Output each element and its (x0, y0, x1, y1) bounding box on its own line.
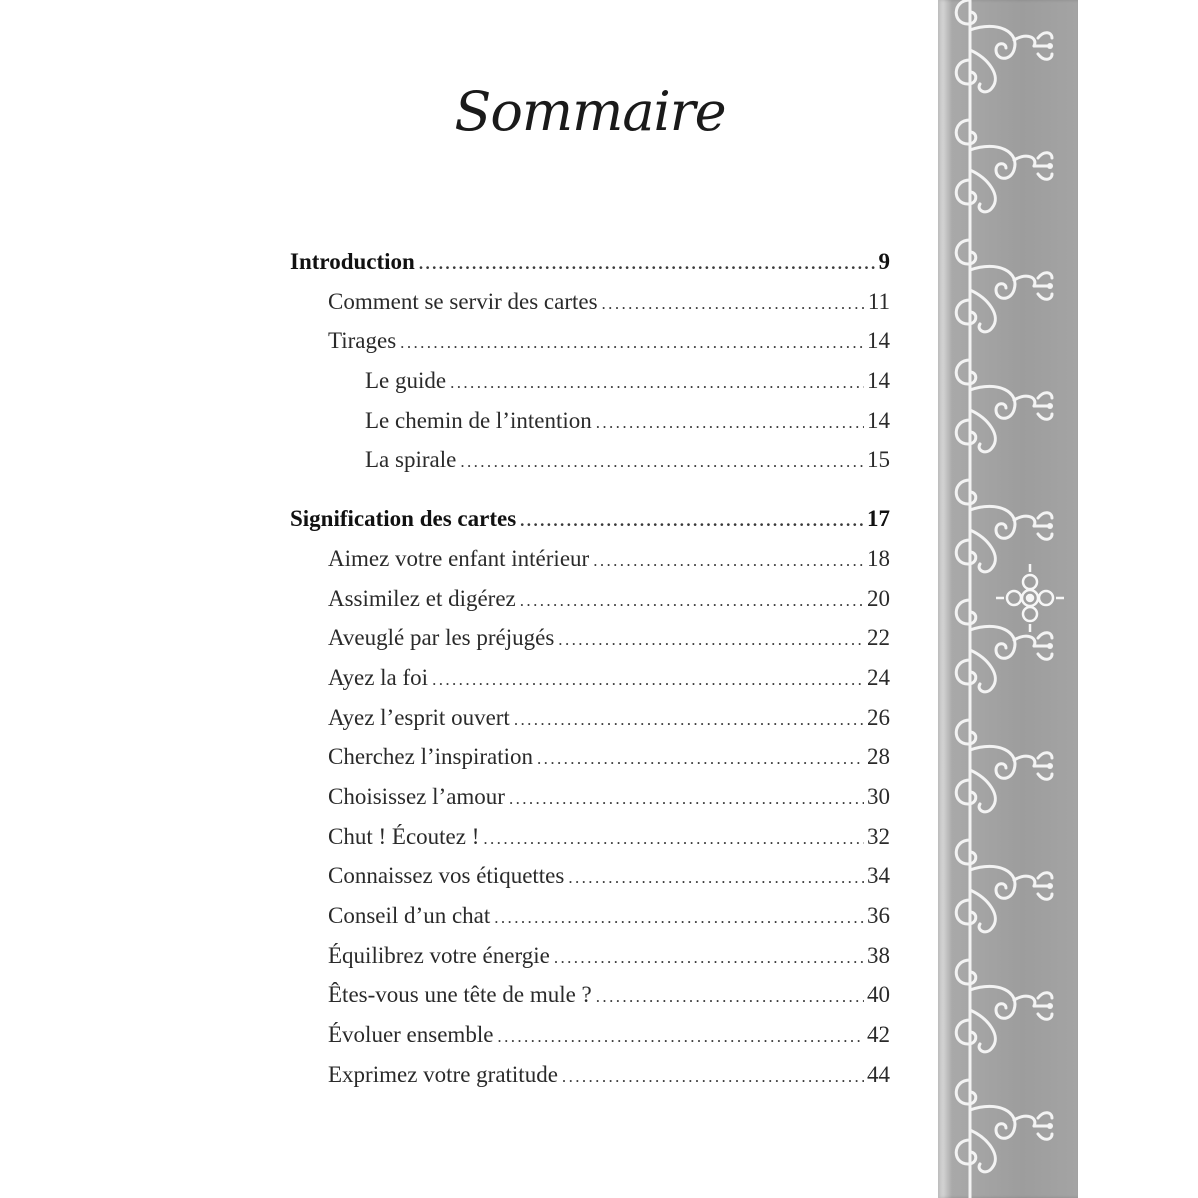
scroll-ornament-icon (956, 100, 1053, 220)
dot-leader (568, 858, 864, 898)
toc-entry[interactable] (290, 401, 890, 441)
ornamental-border (938, 0, 1078, 1198)
scroll-ornament-icon (956, 940, 1053, 1060)
rosette-ornament-icon (996, 564, 1064, 632)
toc-entry[interactable] (290, 856, 890, 896)
toc-entry-page: 40 (867, 982, 890, 1008)
toc-entry[interactable] (290, 539, 890, 579)
toc-section-introduction (290, 242, 890, 480)
scroll-ornament-icon (956, 460, 1053, 580)
toc-entry[interactable] (290, 361, 890, 401)
toc-entry-page: 14 (867, 328, 890, 354)
toc-entry-page: 14 (867, 368, 890, 394)
scroll-ornament-icon (956, 700, 1053, 820)
dot-leader (497, 1017, 864, 1057)
toc-entry-label: Cherchez l’inspiration (328, 744, 534, 770)
toc-entry[interactable] (290, 321, 890, 361)
toc-entry-page: 28 (867, 744, 890, 770)
dot-leader (596, 403, 864, 443)
dot-leader (432, 660, 864, 700)
scroll-ornament-icon (956, 1180, 1053, 1198)
dot-leader (537, 739, 864, 779)
toc-entry[interactable] (290, 698, 890, 738)
toc-entry[interactable] (290, 440, 890, 480)
toc-entry-label: Introduction (290, 249, 415, 274)
toc-entry-label: Tirages (328, 328, 397, 354)
toc-entry-label: Ayez l’esprit ouvert (328, 704, 510, 730)
toc-entry-label: Le guide (365, 368, 447, 394)
scroll-ornament-icon (956, 220, 1053, 340)
toc-entry-page: 14 (867, 407, 890, 433)
dot-leader (558, 620, 864, 660)
toc-entry-label: Le chemin de l’intention (365, 407, 592, 433)
toc-section-signification (290, 499, 890, 1094)
toc-entry[interactable] (290, 1055, 890, 1095)
toc-entry-page: 20 (867, 585, 890, 611)
toc-entry-page: 38 (867, 942, 890, 968)
dot-leader (514, 700, 864, 740)
toc-entry-label: Assimilez et digérez (328, 585, 516, 611)
toc-entry-label: Êtes-vous une tête de mule ? (328, 982, 592, 1008)
toc-entry-label: Connaissez vos étiquettes (328, 863, 565, 889)
toc-entry-page: 15 (867, 447, 890, 473)
dot-leader (419, 244, 876, 284)
toc-entry-page: 11 (867, 288, 890, 314)
toc-entry-label: Aveuglé par les préjugés (328, 625, 555, 651)
toc-entry-page: 32 (867, 823, 890, 849)
dot-leader (509, 779, 864, 819)
dot-leader (596, 977, 864, 1017)
toc-entry-label: Comment se servir des cartes (328, 288, 598, 314)
page-title: Sommaire (454, 80, 726, 143)
dot-leader (460, 442, 864, 482)
scroll-ornament-icon (956, 1060, 1053, 1180)
toc-entry-heading[interactable] (290, 499, 890, 539)
toc-entry-label: La spirale (365, 447, 457, 473)
toc-entry-page: 24 (867, 664, 890, 690)
toc-entry-label: Ayez la foi (328, 664, 429, 690)
toc-entry[interactable] (290, 618, 890, 658)
toc-entry-page: 9 (878, 249, 890, 274)
toc-entry[interactable] (290, 936, 890, 976)
scroll-ornament-icon (956, 340, 1053, 460)
table-of-contents (290, 242, 890, 1094)
dot-leader (483, 819, 864, 859)
dot-leader (520, 501, 864, 541)
toc-entry-label: Chut ! Écoutez ! (328, 823, 480, 849)
scroll-ornament-icon (956, 820, 1053, 940)
scroll-ornament-icon (956, 0, 1053, 100)
toc-entry[interactable] (290, 896, 890, 936)
toc-entry[interactable] (290, 658, 890, 698)
dot-leader (450, 363, 864, 403)
toc-entry[interactable] (290, 737, 890, 777)
toc-entry-label: Évoluer ensemble (328, 1022, 494, 1048)
toc-entry-page: 22 (867, 625, 890, 651)
toc-entry-page: 34 (867, 863, 890, 889)
toc-entry-label: Exprimez votre gratitude (328, 1061, 558, 1087)
toc-entry-label: Aimez votre enfant intérieur (328, 545, 590, 571)
dot-leader (602, 284, 865, 324)
toc-entry[interactable] (290, 282, 890, 322)
baroque-scroll-border-icon (938, 0, 1078, 1198)
toc-entry-label: Signification des cartes (290, 506, 517, 532)
toc-entry[interactable] (290, 975, 890, 1015)
toc-entry-page: 36 (867, 903, 890, 928)
dot-leader (554, 938, 864, 978)
toc-entry-page: 18 (867, 545, 890, 571)
dot-leader (400, 323, 864, 363)
toc-entry[interactable] (290, 579, 890, 619)
toc-entry-label: Équilibrez votre énergie (328, 942, 550, 968)
dot-leader (494, 898, 864, 938)
toc-entry-heading[interactable] (290, 242, 890, 282)
dot-leader (562, 1057, 864, 1097)
toc-entry-label: Choisissez l’amour (328, 783, 505, 809)
toc-entry-page: 42 (867, 1022, 890, 1048)
toc-entry[interactable] (290, 817, 890, 857)
toc-entry-page: 26 (867, 704, 890, 730)
toc-entry[interactable] (290, 777, 890, 817)
toc-entry-label: Conseil d’un chat (328, 903, 491, 928)
toc-entry-page: 30 (867, 783, 890, 809)
dot-leader (520, 581, 864, 621)
toc-entry-page: 44 (867, 1061, 890, 1087)
toc-entry-page: 17 (867, 506, 890, 532)
dot-leader (593, 541, 864, 581)
toc-entry[interactable] (290, 1015, 890, 1055)
